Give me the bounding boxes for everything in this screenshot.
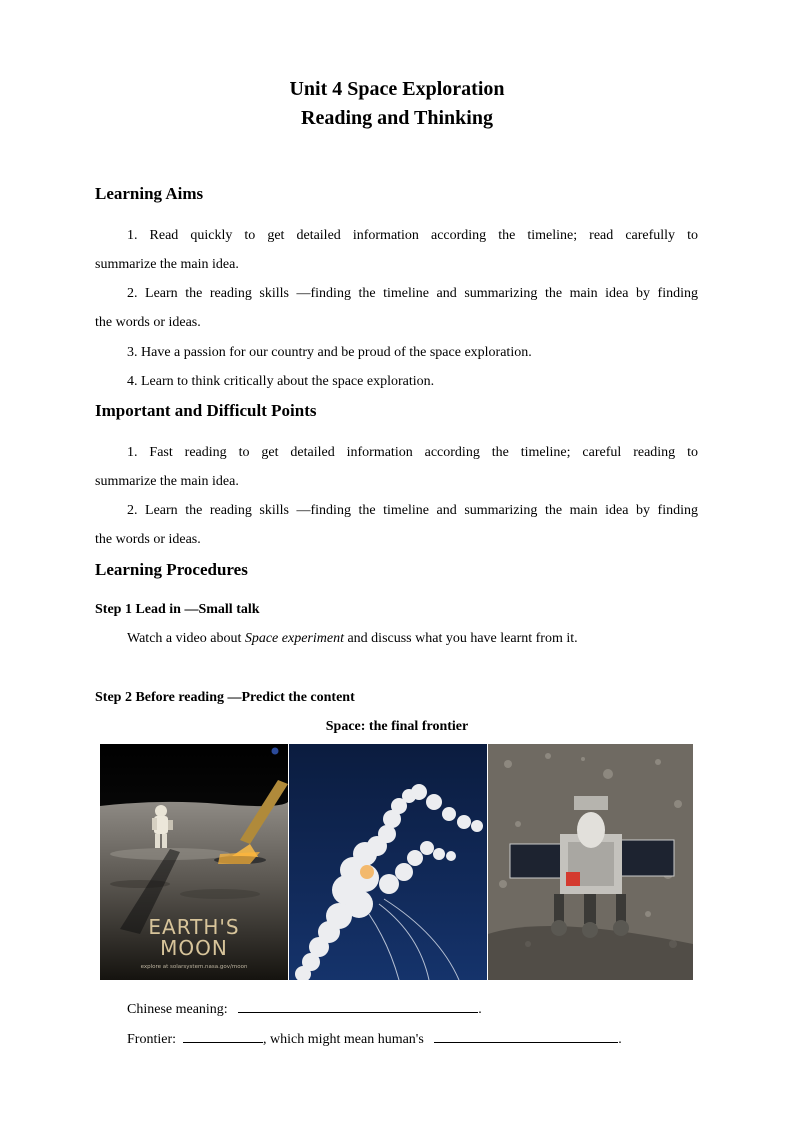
step1-heading: Step 1 Lead in —Small talk bbox=[95, 602, 260, 617]
frontier-label: Frontier: bbox=[127, 1032, 176, 1047]
learning-procedures-heading: Learning Procedures bbox=[95, 560, 248, 579]
frontier-blank-1[interactable] bbox=[183, 1028, 263, 1043]
frontier-period: . bbox=[618, 1032, 622, 1047]
poster-title-line2: MOON bbox=[160, 936, 228, 960]
chinese-meaning-line bbox=[127, 998, 482, 1018]
step1-text-before: Watch a video about bbox=[127, 631, 245, 646]
aim-item-2 bbox=[95, 279, 698, 337]
step1-video-title: Space experiment bbox=[244, 631, 344, 646]
step1-text-after: and discuss what you have learnt from it. bbox=[343, 631, 578, 646]
aim-item-3 bbox=[95, 338, 698, 367]
aim-item-2-line1: 2. Learn the reading skills —finding the timeline and summarizing the main idea by finding bbox=[127, 286, 698, 301]
unit-title: Unit 4 Space Exploration bbox=[289, 78, 505, 100]
chinese-meaning-blank[interactable] bbox=[238, 998, 478, 1013]
point-item-1-line1: 1. Fast reading to get detailed information according the timeline; careful reading to bbox=[127, 445, 698, 460]
aim-item-1-line2: summarize the main idea. bbox=[95, 257, 239, 272]
chinese-meaning-label: Chinese meaning: bbox=[127, 1002, 228, 1017]
aim-item-3-line1: 3. Have a passion for our country and be proud of the space exploration. bbox=[127, 345, 532, 360]
lunar-rover-image bbox=[488, 744, 693, 980]
aim-item-1-line1: 1. Read quickly to get detailed information according the timeline; read carefully to bbox=[127, 228, 698, 243]
aim-item-4 bbox=[95, 367, 698, 396]
nasa-logo-icon bbox=[272, 748, 279, 755]
smoke-plume-image bbox=[289, 744, 487, 980]
point-item-1 bbox=[95, 438, 698, 496]
aim-item-4-line1: 4. Learn to think critically about the space exploration. bbox=[127, 374, 435, 389]
point-item-2 bbox=[95, 496, 698, 554]
aim-item-1 bbox=[95, 221, 698, 279]
point-item-1-line2: summarize the main idea. bbox=[95, 474, 239, 489]
learning-aims-heading: Learning Aims bbox=[95, 184, 204, 203]
frontier-middle-text: , which might mean human's bbox=[263, 1032, 424, 1047]
poster-url: explore at solarsystem.nasa.gov/moon bbox=[140, 964, 248, 970]
point-item-2-line2: the words or ideas. bbox=[95, 532, 201, 547]
space-photos bbox=[100, 744, 693, 980]
images-caption: Space: the final frontier bbox=[325, 719, 469, 734]
step2-heading: Step 2 Before reading —Predict the content bbox=[95, 690, 355, 705]
aim-item-2-line2: the words or ideas. bbox=[95, 315, 201, 330]
frontier-blank-2[interactable] bbox=[434, 1028, 618, 1043]
moon-poster-image bbox=[100, 744, 288, 980]
important-points-heading: Important and Difficult Points bbox=[95, 401, 317, 420]
chinese-meaning-period: . bbox=[478, 1002, 482, 1017]
step1-text bbox=[127, 631, 578, 647]
lesson-title: Reading and Thinking bbox=[301, 107, 493, 129]
poster-title-line1: EARTH'S bbox=[148, 915, 240, 939]
frontier-line bbox=[127, 1028, 622, 1048]
point-item-2-line1: 2. Learn the reading skills —finding the timeline and summarizing the main idea by finding bbox=[127, 503, 698, 518]
